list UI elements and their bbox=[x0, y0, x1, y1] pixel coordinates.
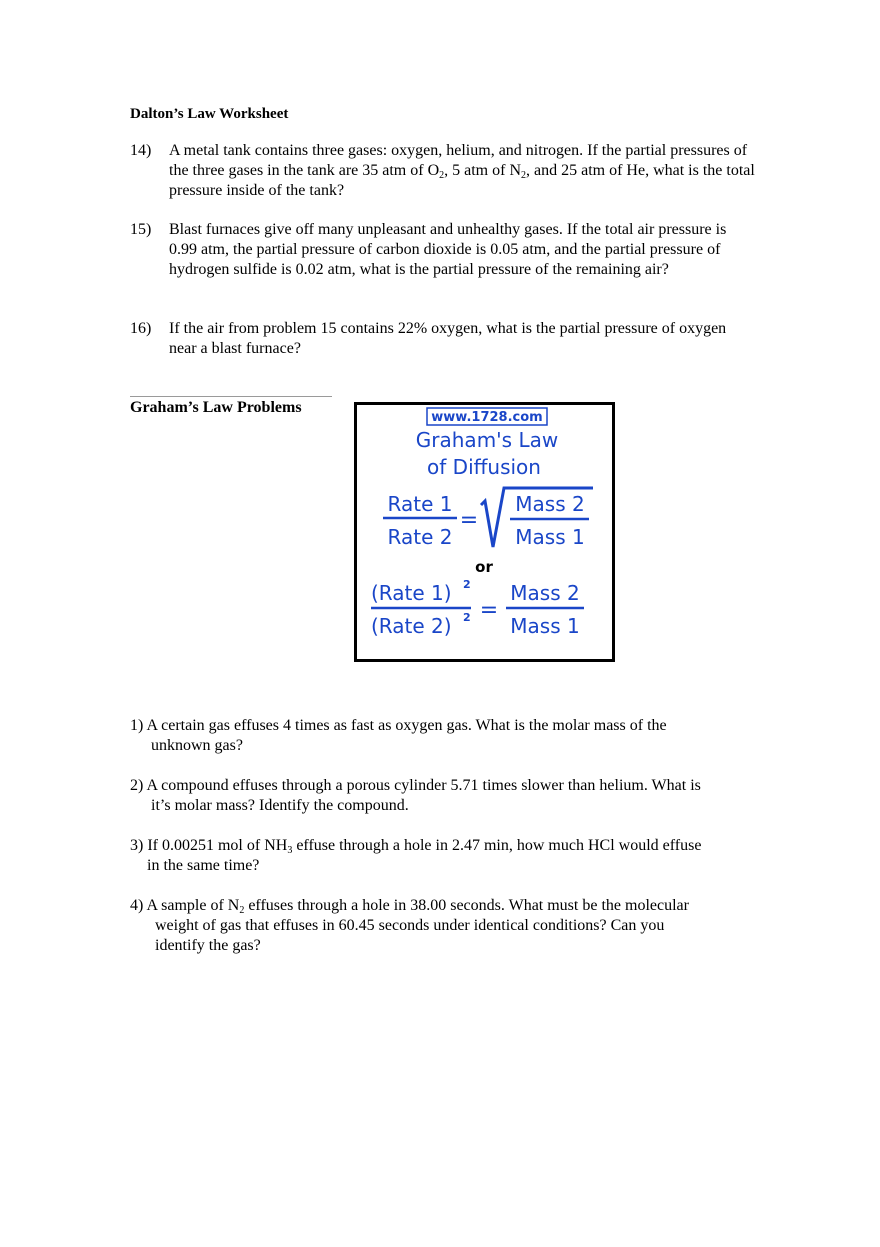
problem-line: in the same time? bbox=[147, 857, 260, 874]
graham-problem-2 bbox=[130, 776, 760, 816]
problem-line: unknown gas? bbox=[151, 737, 243, 754]
graham-formula-image bbox=[354, 402, 615, 662]
formula-heading-2: of Diffusion bbox=[427, 455, 541, 479]
rate1-squared-label: (Rate 1) bbox=[371, 581, 452, 605]
mass2-label-2: Mass 2 bbox=[510, 581, 580, 605]
problem-line: identify the gas? bbox=[155, 937, 261, 954]
exponent-top: 2 bbox=[463, 578, 471, 591]
problem-line: 2) A compound effuses through a porous cylinder 5.71 times slower than helium. What is bbox=[130, 777, 701, 794]
section-divider bbox=[130, 396, 332, 397]
dalton-problem-14 bbox=[130, 141, 755, 201]
problem-number: 15) bbox=[130, 221, 152, 238]
problem-line: it’s molar mass? Identify the compound. bbox=[151, 797, 409, 814]
mass2-label: Mass 2 bbox=[515, 492, 585, 516]
problem-text: Blast furnaces give off many unpleasant and unhealthy gases. If the total air pressure is 0.99 atm, the partial pressure of carbon dioxide is 0.05 atm, and the partial pressure of hydrogen sulfide is 0.02 atm, what is the partial pressure of the remaining air? bbox=[169, 221, 727, 278]
exponent-bottom: 2 bbox=[463, 611, 471, 624]
rate1-label: Rate 1 bbox=[387, 492, 453, 516]
equals-sign-2: = bbox=[479, 598, 499, 623]
graham-section-title: Graham’s Law Problems bbox=[130, 399, 302, 416]
graham-problem-1 bbox=[130, 716, 760, 756]
problem-number: 14) bbox=[130, 142, 152, 159]
dalton-problem-16 bbox=[130, 319, 755, 359]
or-label: or bbox=[475, 558, 493, 576]
dalton-problem-15 bbox=[130, 220, 755, 280]
equals-sign: = bbox=[459, 508, 479, 533]
site-badge: www.1728.com bbox=[431, 410, 543, 425]
problem-text: A metal tank contains three gases: oxygen, helium, and nitrogen. If the partial pressures of the three gases in the tank are 35 atm of $O_2$, 5 atm of $N_2$, and 25 atm of He, what is the total pressure inside of the tank? bbox=[169, 142, 755, 199]
problem-line: 3) If 0.00251 mol of $NH_3$ effuse through a hole in 2.47 min, how much HCl would effuse bbox=[130, 837, 702, 856]
problem-line: 4) A sample of $N_2$ effuses through a hole in 38.00 seconds. What must be the molecular bbox=[130, 897, 689, 916]
formula-heading-1: Graham's Law bbox=[415, 428, 559, 452]
problem-line: 1) A certain gas effuses 4 times as fast as oxygen gas. What is the molar mass of the bbox=[130, 717, 667, 734]
graham-problem-3 bbox=[130, 836, 760, 876]
rate2-label: Rate 2 bbox=[387, 525, 453, 549]
worksheet-title: Dalton’s Law Worksheet bbox=[130, 106, 289, 122]
mass1-label: Mass 1 bbox=[515, 525, 585, 549]
problem-line: weight of gas that effuses in 60.45 seconds under identical conditions? Can you bbox=[155, 917, 665, 934]
rate2-squared-label: (Rate 2) bbox=[371, 614, 452, 638]
graham-formula-figure bbox=[357, 405, 612, 659]
problem-number: 16) bbox=[130, 320, 152, 337]
mass1-label-2: Mass 1 bbox=[510, 614, 580, 638]
graham-problem-4 bbox=[130, 896, 760, 956]
problem-text: If the air from problem 15 contains 22% oxygen, what is the partial pressure of oxygen near a blast furnace? bbox=[169, 320, 727, 357]
